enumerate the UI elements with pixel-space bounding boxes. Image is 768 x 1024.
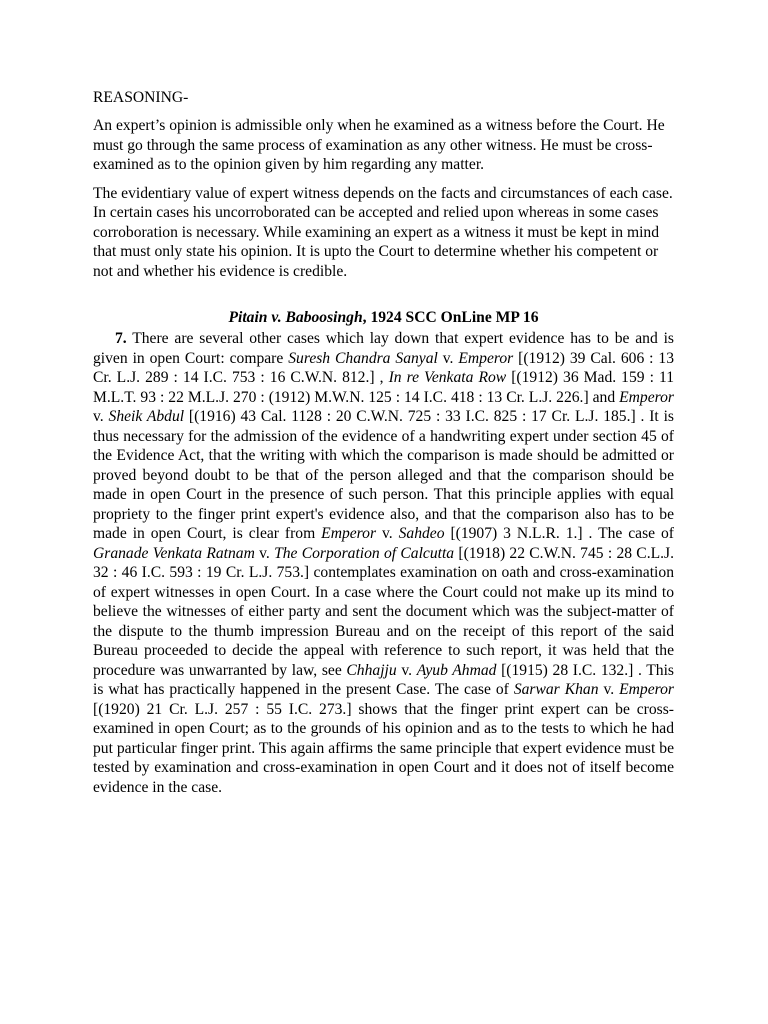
judgment-text: [(1916) 43 Cal. 1128 : 20 C.W.N. 725 : 33 I.C. 825 : 17 Cr. L.J. 185.] . It is thus necessary for the admission of the evidence of a handwriting expert under section 45 of the Evidence Act, that the writing with which the comparison is made should be admitted or proved beyond doubt to be that of the person alleged and that the comparison should be made in open Court in the presence of such person. That this principle applies with equal propriety to the finger print expert's evidence also, and that the comparison also has to be made in open Court, is clear from (93, 408, 674, 542)
judgment-text: There are several other cases which lay down that expert evidence has to be and is given in open Court: compare (93, 330, 674, 367)
judgment-text: [(1912) 39 Cal. 606 : 13 Cr. L.J. 289 : 14 I.C. 753 : 16 C.W.N. 812.] , (93, 349, 675, 386)
document-page (93, 88, 674, 797)
judgment-text: v. (93, 408, 109, 425)
judgment-text: v. (598, 681, 620, 698)
case-party: Ayub Ahmad (416, 661, 497, 679)
judgment-text: v. (437, 349, 459, 367)
case-party: Sahdeo (398, 525, 445, 542)
judgment-text: [(1920) 21 Cr. L.J. 257 : 55 I.C. 273.] shows that the finger print expert can be cross-examined in open Court; as to the grounds of his opinion and as to the tests to which he had put particular finger print. This again affirms the same principle that expert evidence must be tested by examination and cross-examination in open Court and it does not of itself become evidence in the case. (93, 700, 674, 796)
case-party: Chhajju (346, 661, 397, 679)
case-party: The Corporation of Calcutta (274, 544, 455, 562)
case-party: Emperor (458, 349, 514, 367)
case-party: Emperor (619, 388, 674, 406)
paragraph-number: 7. (115, 330, 127, 347)
judgment-text: v. (376, 525, 399, 542)
section-heading: REASONING- (93, 89, 189, 106)
judgment-text: [(1915) 28 I.C. 132.] . This is what has practically happened in the present Case. The case of (93, 661, 674, 698)
case-party: In re Venkata Row (388, 369, 507, 386)
case-party: Sarwar Khan (513, 681, 599, 698)
case-party: Emperor (619, 681, 674, 698)
case-party: Sheik Abdul (108, 408, 185, 425)
judgment-text: [(1907) 3 N.L.R. 1.] . The case of (444, 525, 674, 542)
judgment-paragraph (93, 329, 674, 797)
case-title (93, 308, 674, 328)
reasoning-paragraph-2: The evidentiary value of expert witness depends on the facts and circumstances of each case. In certain cases his uncorroborated can be accepted and relied upon whereas in some cases corroboration is necessary. While examining an expert as a witness it must be kept in mind that must only state his opinion. It is upto the Court to determine whether his competent or not and whether his evidence is credible. (93, 184, 673, 280)
judgment-text: [(1918) 22 C.W.N. 745 : 28 C.L.J. 32 : 46 I.C. 593 : 19 Cr. L.J. 753.] contemplates examination on oath and cross-examination of expert witnesses in open Court. In a case where the Court could not make up its mind to believe the witnesses of either party and sent the document which was the subject-matter of the dispute to the thumb impression Bureau and on the receipt of this report of the said Bureau proceeded to decide the appeal with reference to such report, it was held that the procedure was unwarranted by law, see (93, 544, 674, 679)
case-citation: , 1924 SCC OnLine MP 16 (362, 309, 539, 326)
judgment-text: [(1912) 36 Mad. 159 : 11 M.L.T. 93 : 22 M.L.J. 270 : (1912) M.W.N. 125 : 14 I.C. 418 : 13 Cr. L.J. 226.] and (93, 369, 674, 406)
case-name: Pitain v. Baboosingh (228, 309, 363, 326)
case-party: Emperor (321, 525, 377, 542)
judgment-text: v. (396, 661, 417, 679)
reasoning-paragraph-1: An expert’s opinion is admissible only when he examined as a witness before the Court. He must go through the same process of examination as any other witness. He must be cross-examined as to the opinion given by him regarding any matter. (93, 117, 665, 173)
case-party: Suresh Chandra Sanyal (288, 349, 438, 367)
judgment-text: v. (254, 544, 275, 562)
case-party: Granade Venkata Ratnam (93, 544, 255, 562)
